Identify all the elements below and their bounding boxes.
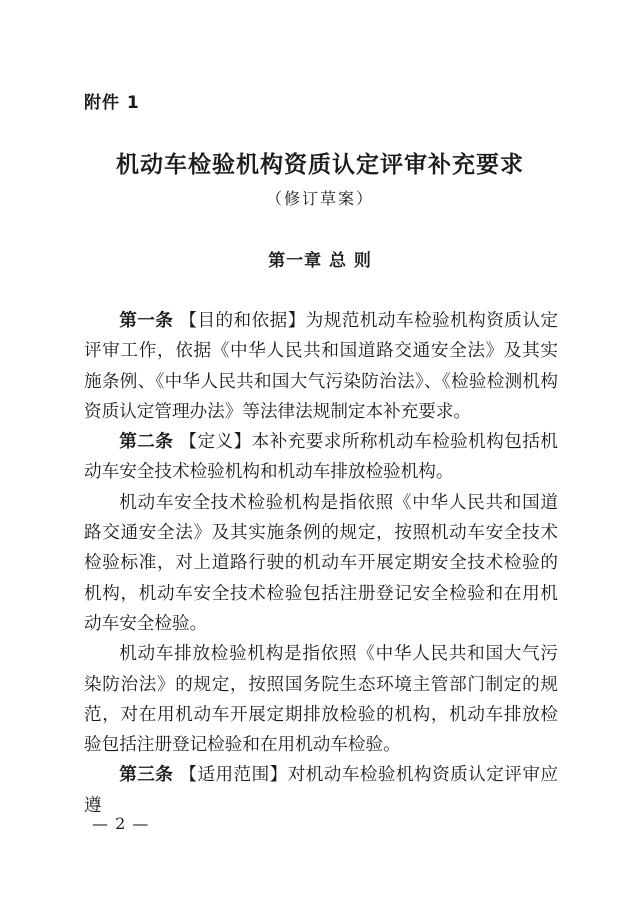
article-1-label: 第一条 bbox=[119, 311, 174, 331]
article-2-paragraph bbox=[84, 427, 558, 488]
page-number: — 2 — bbox=[92, 814, 150, 833]
document-body bbox=[84, 306, 558, 821]
definition-safety-text: 机动车安全技术检验机构是指依照《中华人民共和国道路交通安全法》及其实施条例的规定，按照机动车安全技术检验标准，对上道路行驶的机动车开展定期安全技术检验的机构，机动车安全技术检验包括注册登记安全检验和在用机动车安全检验。 bbox=[84, 492, 558, 634]
article-2-text: 【定义】本补充要求所称机动车检验机构包括机动车安全技术检验机构和机动车排放检验机构。 bbox=[84, 432, 558, 483]
article-3-paragraph bbox=[84, 760, 558, 821]
article-3-label: 第三条 bbox=[119, 765, 174, 786]
document-title: 机动车检验机构资质认定评审补充要求 bbox=[116, 151, 524, 178]
article-2-label: 第二条 bbox=[119, 432, 174, 453]
attachment-label: 附件 1 bbox=[84, 93, 140, 113]
definition-safety-paragraph bbox=[84, 488, 558, 639]
article-1-paragraph bbox=[84, 306, 558, 427]
article-3-text: 【适用范围】对机动车检验机构资质认定评审应遵 bbox=[84, 765, 558, 816]
chapter-heading: 第一章 总 则 bbox=[268, 251, 372, 271]
article-1-text: 【目的和依据】为规范机动车检验机构资质认定评审工作，依据《中华人民共和国道路交通安全法》及其实施条例、《中华人民共和国大气污染防治法》、《检验检测机构资质认定管理办法》等法律法规制定本补充要求。 bbox=[84, 311, 558, 422]
document-subtitle: （修订草案） bbox=[265, 189, 374, 208]
definition-emission-paragraph bbox=[84, 639, 558, 760]
definition-emission-text: 机动车排放检验机构是指依照《中华人民共和国大气污染防治法》的规定，按照国务院生态环境主管部门制定的规范，对在用机动车开展定期排放检验的机构，机动车排放检验包括注册登记检验和在用机动车检验。 bbox=[84, 644, 558, 756]
